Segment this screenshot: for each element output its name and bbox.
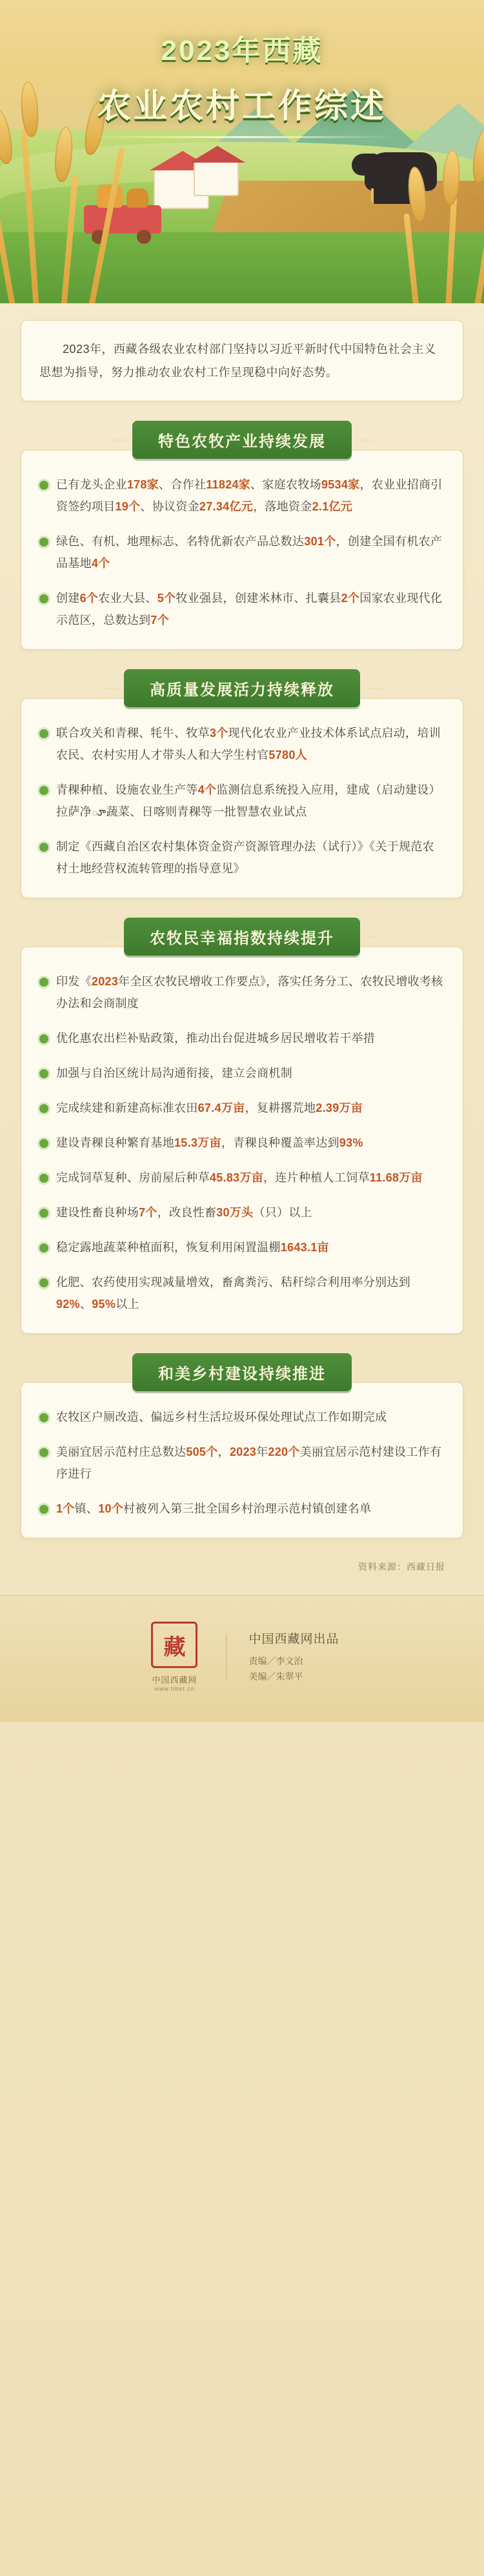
list-item — [39, 836, 445, 880]
section-3-body — [21, 947, 463, 1334]
list-item — [39, 1236, 445, 1258]
list-item-text: 建设青稞良种繁育基地15.3万亩，青稞良种覆盖率达到93% — [56, 1136, 363, 1149]
footer-title: 中国西藏网出品 — [248, 1633, 339, 1646]
list-item — [39, 1062, 445, 1084]
list-item-text: 青稞种植、设施农业生产等4个监测信息系统投入应用，建成（启动建设）拉萨净ూ蔬菜、日喀则青稞等一批智慧农业试点 — [56, 783, 441, 818]
bullet-dot-icon — [39, 1505, 48, 1514]
section-1-title: 特色农牧产业持续发展 — [132, 421, 352, 459]
content-area — [0, 320, 484, 1573]
bullet-dot-icon — [39, 1104, 48, 1113]
bullet-dot-icon — [39, 1243, 48, 1253]
section-2-body — [21, 698, 463, 898]
section-2-title: 高质量发展活力持续释放 — [124, 669, 360, 707]
footer-editor: 责编／李文治 — [248, 1656, 303, 1666]
list-item — [39, 1097, 445, 1119]
bullet-dot-icon — [39, 1209, 48, 1218]
bullet-dot-icon — [39, 1174, 48, 1183]
section-1 — [21, 421, 463, 650]
section-3-title: 农牧民幸福指数持续提升 — [124, 918, 360, 956]
section-3 — [21, 918, 463, 1334]
list-item — [39, 1132, 445, 1154]
wheat-icon — [342, 129, 484, 303]
footer-divider — [226, 1634, 227, 1680]
hero-title-block — [0, 27, 484, 138]
list-item-text: 完成续建和新建高标准农田67.4万亩，复耕撂荒地2.39万亩 — [56, 1102, 363, 1114]
bullet-dot-icon — [39, 1034, 48, 1043]
hero-title-line2: 农业农村工作综述 — [97, 88, 387, 125]
hero-title-line1: 2023年西藏 — [161, 35, 323, 66]
section-4-title: 和美乡村建设持续推进 — [132, 1353, 352, 1391]
bullet-dot-icon — [39, 729, 48, 738]
list-item-text: 联合攻关和青稞、牦牛、牧草3个现代化农业产业技术体系试点启动，培训农民、农村实用人才带头人和大学生村官5780人 — [56, 727, 441, 761]
list-item-text: 创建6个农业大县、5个牧业强县，创建米林市、扎囊县2个国家农业现代化示范区，总数达到7个 — [56, 592, 443, 627]
list-item-text: 优化惠农出栏补贴政策，推动出台促进城乡居民增收若干举措 — [56, 1032, 376, 1045]
footer-designer: 美编／朱翠平 — [248, 1671, 303, 1682]
list-item — [39, 1167, 445, 1189]
source-text: 资料来源：西藏日报 — [358, 1562, 445, 1572]
bullet-dot-icon — [39, 1413, 48, 1422]
logo — [145, 1622, 204, 1692]
list-item — [39, 530, 445, 574]
house-icon — [194, 161, 239, 196]
section-4-body — [21, 1382, 463, 1538]
bullet-dot-icon — [39, 594, 48, 603]
bullet-dot-icon — [39, 843, 48, 852]
list-item-text: 完成饲草复种、房前屋后种草45.83万亩，连片种植人工饲草11.68万亩 — [56, 1171, 423, 1184]
list-item — [39, 474, 445, 518]
bullet-dot-icon — [39, 1278, 48, 1287]
list-item-text: 稳定露地蔬菜种植面积，恢复利用闲置温棚1643.1亩 — [56, 1241, 329, 1254]
list-item-text: 美丽宜居示范村庄总数达505个，2023年220个美丽宜居示范村建设工作有序进行 — [56, 1445, 442, 1480]
list-item-text: 绿色、有机、地理标志、名特优新农产品总数达301个，创建全国有机农产品基地4个 — [56, 535, 443, 570]
bullet-dot-icon — [39, 1069, 48, 1078]
list-item — [39, 779, 445, 823]
list-item-text: 制定《西藏自治区农村集体资金资产资源管理办法（试行）》《关于规范农村土地经营权流转管理的指导意见》 — [56, 840, 434, 875]
bullet-dot-icon — [39, 786, 48, 795]
section-4 — [21, 1353, 463, 1538]
list-item-text: 加强与自治区统计局沟通衔接，建立会商机制 — [56, 1067, 292, 1080]
section-2 — [21, 669, 463, 898]
footer-credits — [248, 1629, 339, 1684]
title-divider — [90, 136, 394, 138]
list-item-text: 已有龙头企业178家、合作社11824家、家庭农牧场9534家，农业业招商引资签约项目19个、协议资金27.34亿元，落地资金2.1亿元 — [56, 478, 443, 513]
list-item — [39, 971, 445, 1014]
logo-mark-icon: 藏 — [151, 1622, 197, 1668]
list-item — [39, 587, 445, 631]
list-item — [39, 1441, 445, 1485]
list-item-text: 1个镇、10个村被列入第三批全国乡村治理示范村镇创建名单 — [56, 1502, 372, 1515]
list-item — [39, 1202, 445, 1223]
list-item — [39, 1027, 445, 1049]
bullet-dot-icon — [39, 978, 48, 987]
list-item — [39, 722, 445, 766]
intro-card — [21, 320, 463, 401]
logo-url: www.tibet.cn — [154, 1685, 195, 1692]
footer — [0, 1595, 484, 1722]
list-item-text: 农牧区户厕改造、偏远乡村生活垃圾环保处理试点工作如期完成 — [56, 1411, 387, 1424]
list-item-text: 建设性畜良种场7个，改良性畜30万头（只）以上 — [56, 1206, 312, 1219]
bullet-dot-icon — [39, 1139, 48, 1148]
list-item-text: 印发《2023年全区农牧民增收工作要点》，落实任务分工、农牧民增收考核办法和会商制度 — [56, 975, 443, 1010]
bullet-dot-icon — [39, 1448, 48, 1457]
list-item — [39, 1271, 445, 1315]
section-1-body — [21, 450, 463, 650]
intro-text: 2023年，西藏各级农业农村部门坚持以习近平新时代中国特色社会主义思想为指导，努力推动农业农村工作呈现稳中向好态势。 — [39, 343, 436, 379]
logo-name: 中国西藏网 — [152, 1675, 197, 1685]
bullet-dot-icon — [39, 538, 48, 547]
list-item-text: 化肥、农药使用实现减量增效，畜禽粪污、秸秆综合利用率分别达到92%、95%以上 — [56, 1276, 410, 1311]
list-item — [39, 1498, 445, 1520]
bullet-dot-icon — [39, 481, 48, 490]
list-item — [39, 1406, 445, 1428]
hero-banner — [0, 0, 484, 303]
